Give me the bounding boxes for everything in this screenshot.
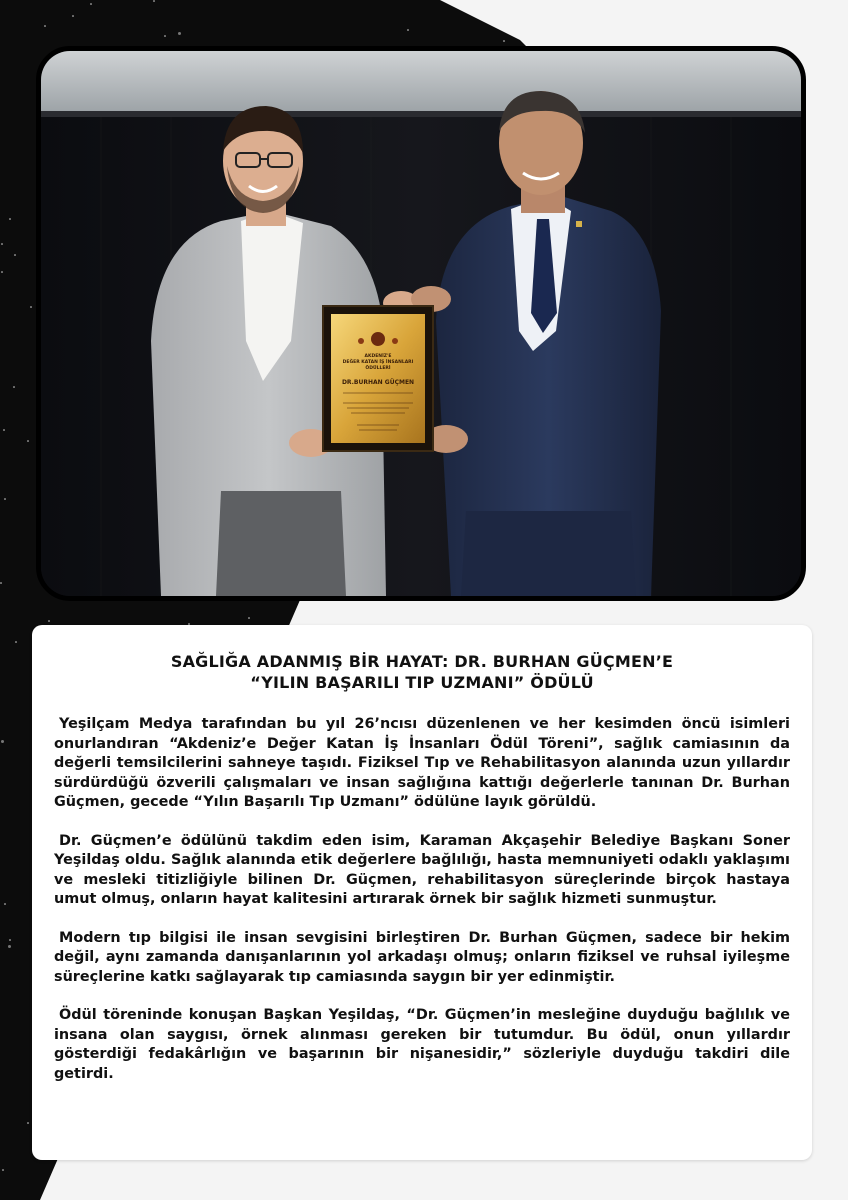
article-title-line-2: “YILIN BAŞARILI TIP UZMANI” ÖDÜLÜ — [250, 673, 594, 692]
background-speck — [44, 25, 46, 27]
background-speck — [1, 271, 3, 273]
background-speck — [8, 945, 11, 948]
background-speck — [15, 641, 17, 643]
background-speck — [0, 582, 2, 584]
background-speck — [1, 243, 3, 245]
background-speck — [381, 1169, 384, 1172]
background-speck — [90, 3, 92, 5]
article-card — [32, 625, 812, 1160]
background-speck — [13, 386, 15, 388]
plaque-line3: ÖDÜLLERİ — [365, 366, 391, 371]
background-speck — [27, 440, 29, 442]
background-speck — [14, 254, 16, 256]
background-speck — [539, 16, 542, 19]
award-photo-illustration — [41, 51, 801, 596]
award-photo — [36, 46, 806, 601]
background-speck — [164, 35, 166, 37]
background-speck — [72, 15, 74, 17]
background-speck — [187, 1167, 189, 1169]
background-speck — [4, 498, 6, 500]
background-speck — [503, 40, 505, 42]
article-paragraph-2: Dr. Güçmen’e ödülünü takdim eden isim, Karaman Akçaşehir Belediye Başkanı Soner Yeşildaş oldu. Sağlık alanında etik değerlere bağlılığı, hasta memnuniyeti odaklı yaklaşımı ve mesleki titizliğiyle bilinen Dr. Güçmen, rehabilitasyon süreçlerinde birçok hastaya umut olmuş, onların hayat kalitesini artırarak örnek bir sağlık hizmeti sunmuştur. — [54, 832, 790, 907]
plaque-name: DR.BURHAN GÜÇMEN — [341, 379, 415, 386]
background-speck — [1, 740, 4, 743]
background-speck — [248, 617, 250, 619]
background-speck — [48, 620, 50, 622]
article-paragraph-1: Yeşilçam Medya tarafından bu yıl 26’ncısı düzenlenen ve her kesimden öncü isimleri onurlandıran “Akdeniz’e Değer Katan İş İnsanları Ödül Töreni”, sağlık camiasının da değerli temsilcilerini sahneye taşıdı. Fiziksel Tıp ve Rehabilitasyon alanında uzun yıllardır sürdürdüğü özverili çalışmaları ve insan sağlığına kattığı değerlerle tanınan Dr. Burhan Güçmen, gecede “Yılın Başarılı Tıp Uzmanı” ödülüne layık görüldü. — [54, 716, 790, 810]
background-speck — [407, 29, 409, 31]
article-title — [54, 651, 790, 693]
background-speck — [4, 903, 6, 905]
background-speck — [9, 218, 11, 220]
background-speck — [518, 614, 521, 617]
background-speck — [178, 32, 181, 35]
background-speck — [425, 1184, 428, 1187]
background-speck — [3, 429, 5, 431]
plaque-line2: DEĞER KATAN İŞ İNSANLARI — [342, 360, 414, 365]
article-paragraph-3: Modern tıp bilgisi ile insan sevgisini birleştiren Dr. Burhan Güçmen, sadece bir hekim değil, aynı zamanda danışanlarının yol arkadaşı olmuş; onların fiziksel ve ruhsal iyileşme süreçlerine katkı sağlayarak tıp camiasında saygın bir yer edinmiştir. — [54, 929, 790, 985]
article-paragraph-4: Ödül töreninde konuşan Başkan Yeşildaş, “Dr. Güçmen’in mesleğine duyduğu bağlılık ve insana olan saygısı, örnek alınması gereken bir tutumdur. Bu ödül, onun yıllardır gösterdiği fedakârlığın ve başarının bir nişanesidir,” sözleriyle duyduğu takdiri dile getirdi. — [54, 1007, 790, 1082]
background-speck — [512, 2, 514, 4]
background-speck — [27, 1122, 29, 1124]
award-plaque — [323, 306, 433, 451]
background-speck — [30, 306, 32, 308]
plaque-line1: AKDENİZ'E — [364, 354, 392, 359]
background-speck — [153, 0, 155, 2]
background-speck — [9, 939, 11, 941]
background-speck — [354, 618, 356, 620]
article-title-line-1: SAĞLIĞA ADANMIŞ BİR HAYAT: DR. BURHAN GÜÇMEN’E — [170, 652, 674, 671]
background-speck — [2, 1169, 4, 1171]
